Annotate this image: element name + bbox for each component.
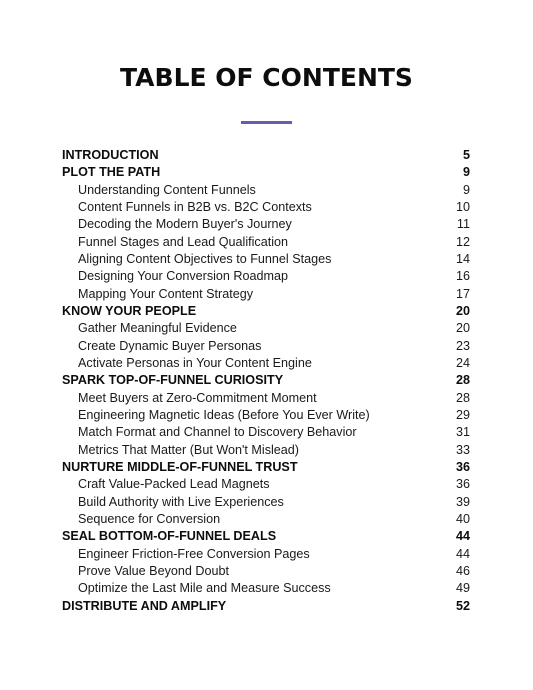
toc-entry-page-number: 39 [455, 494, 470, 509]
toc-entry-page-number: 16 [455, 269, 470, 284]
toc-entry-title: Engineering Magnetic Ideas (Before You Ever Write) [78, 407, 370, 422]
toc-subsection-entry[interactable] [62, 546, 470, 563]
toc-entry-page-number: 28 [455, 390, 470, 405]
toc-entry-page-number: 36 [455, 477, 470, 492]
toc-entry-title: PLOT THE PATH [62, 165, 161, 180]
toc-subsection-entry[interactable] [62, 390, 470, 407]
toc-subsection-entry[interactable] [62, 268, 470, 285]
toc-entry-page-number: 24 [455, 355, 470, 370]
toc-entry-page-number: 9 [462, 165, 470, 180]
toc-subsection-entry[interactable] [62, 320, 470, 337]
toc-entry-title: Metrics That Matter (But Won't Mislead) [78, 442, 299, 457]
toc-subsection-entry[interactable] [62, 494, 470, 511]
toc-entry-page-number: 9 [462, 182, 470, 197]
toc-section-entry[interactable] [62, 598, 470, 615]
toc-subsection-entry[interactable] [62, 216, 470, 233]
toc-subsection-entry[interactable] [62, 424, 470, 441]
toc-entry-title: INTRODUCTION [62, 148, 159, 162]
toc-entry-title: Craft Value-Packed Lead Magnets [78, 477, 270, 492]
toc-entry-title: SPARK TOP-OF-FUNNEL CURIOSITY [62, 373, 284, 388]
toc-entry-page-number: 20 [455, 321, 470, 336]
toc-entry-page-number: 29 [455, 407, 470, 422]
toc-section-entry[interactable] [62, 459, 470, 476]
toc-entry-title: Build Authority with Live Experiences [78, 494, 284, 509]
toc-entry-title: Prove Value Beyond Doubt [78, 563, 229, 578]
table-of-contents [62, 147, 470, 615]
toc-entry-title: Content Funnels in B2B vs. B2C Contexts [78, 199, 312, 214]
toc-subsection-entry[interactable] [62, 199, 470, 216]
toc-entry-title: Mapping Your Content Strategy [78, 286, 254, 301]
toc-subsection-entry[interactable] [62, 355, 470, 372]
toc-entry-title: Funnel Stages and Lead Qualification [78, 234, 289, 249]
toc-subsection-entry[interactable] [62, 234, 470, 251]
toc-subsection-entry[interactable] [62, 251, 470, 268]
toc-entry-page-number: 23 [455, 338, 470, 353]
toc-subsection-entry[interactable] [62, 407, 470, 424]
toc-entry-title: Activate Personas in Your Content Engine [78, 355, 312, 370]
toc-entry-page-number: 14 [455, 251, 470, 266]
toc-entry-page-number: 49 [455, 581, 470, 596]
toc-entry-page-number: 11 [456, 217, 470, 232]
toc-entry-page-number: 28 [455, 373, 470, 388]
toc-entry-title: Engineer Friction-Free Conversion Pages [78, 546, 310, 561]
toc-entry-page-number: 44 [455, 546, 470, 561]
toc-entry-page-number: 46 [455, 563, 470, 578]
toc-entry-page-number: 33 [455, 442, 470, 457]
toc-entry-title: Sequence for Conversion [78, 511, 221, 526]
toc-subsection-entry[interactable] [62, 442, 470, 459]
toc-entry-title: KNOW YOUR PEOPLE [62, 303, 197, 318]
title-underline [241, 121, 292, 124]
toc-entry-page-number: 40 [455, 511, 470, 526]
toc-entry-title: Match Format and Channel to Discovery Behavior [78, 425, 357, 440]
toc-entry-page-number: 36 [455, 459, 470, 474]
toc-subsection-entry[interactable] [62, 476, 470, 493]
toc-entry-page-number: 31 [455, 425, 470, 440]
toc-entry-title: Understanding Content Funnels [78, 182, 256, 197]
toc-entry-title: Optimize the Last Mile and Measure Success [78, 581, 331, 596]
toc-entry-title: Gather Meaningful Evidence [78, 321, 237, 336]
toc-entry-title: Create Dynamic Buyer Personas [78, 338, 262, 353]
toc-entry-title: Meet Buyers at Zero-Commitment Moment [78, 390, 317, 405]
toc-section-entry[interactable] [62, 147, 470, 164]
page-title: TABLE OF CONTENTS [120, 63, 413, 92]
toc-entry-title: Designing Your Conversion Roadmap [78, 269, 289, 284]
toc-entry-page-number: 5 [462, 148, 470, 162]
toc-entry-title: DISTRIBUTE AND AMPLIFY [62, 598, 227, 613]
toc-entry-page-number: 10 [455, 199, 470, 214]
toc-subsection-entry[interactable] [62, 286, 470, 303]
toc-section-entry[interactable] [62, 372, 470, 389]
toc-entry-title: Aligning Content Objectives to Funnel Stages [78, 251, 332, 266]
toc-entry-page-number: 12 [455, 234, 470, 249]
toc-subsection-entry[interactable] [62, 580, 470, 597]
toc-entry-title: Decoding the Modern Buyer's Journey [78, 217, 292, 232]
toc-section-entry[interactable] [62, 303, 470, 320]
toc-subsection-entry[interactable] [62, 563, 470, 580]
toc-entry-title: NURTURE MIDDLE-OF-FUNNEL TRUST [62, 459, 298, 474]
toc-entry-page-number: 44 [455, 529, 470, 544]
toc-subsection-entry[interactable] [62, 338, 470, 355]
toc-entry-page-number: 20 [455, 303, 470, 318]
toc-section-entry[interactable] [62, 528, 470, 545]
toc-entry-page-number: 52 [455, 598, 470, 613]
toc-entry-title: SEAL BOTTOM-OF-FUNNEL DEALS [62, 529, 277, 544]
toc-subsection-entry[interactable] [62, 511, 470, 528]
toc-section-entry[interactable] [62, 164, 470, 181]
toc-entry-page-number: 17 [455, 286, 470, 301]
toc-subsection-entry[interactable] [62, 182, 470, 199]
